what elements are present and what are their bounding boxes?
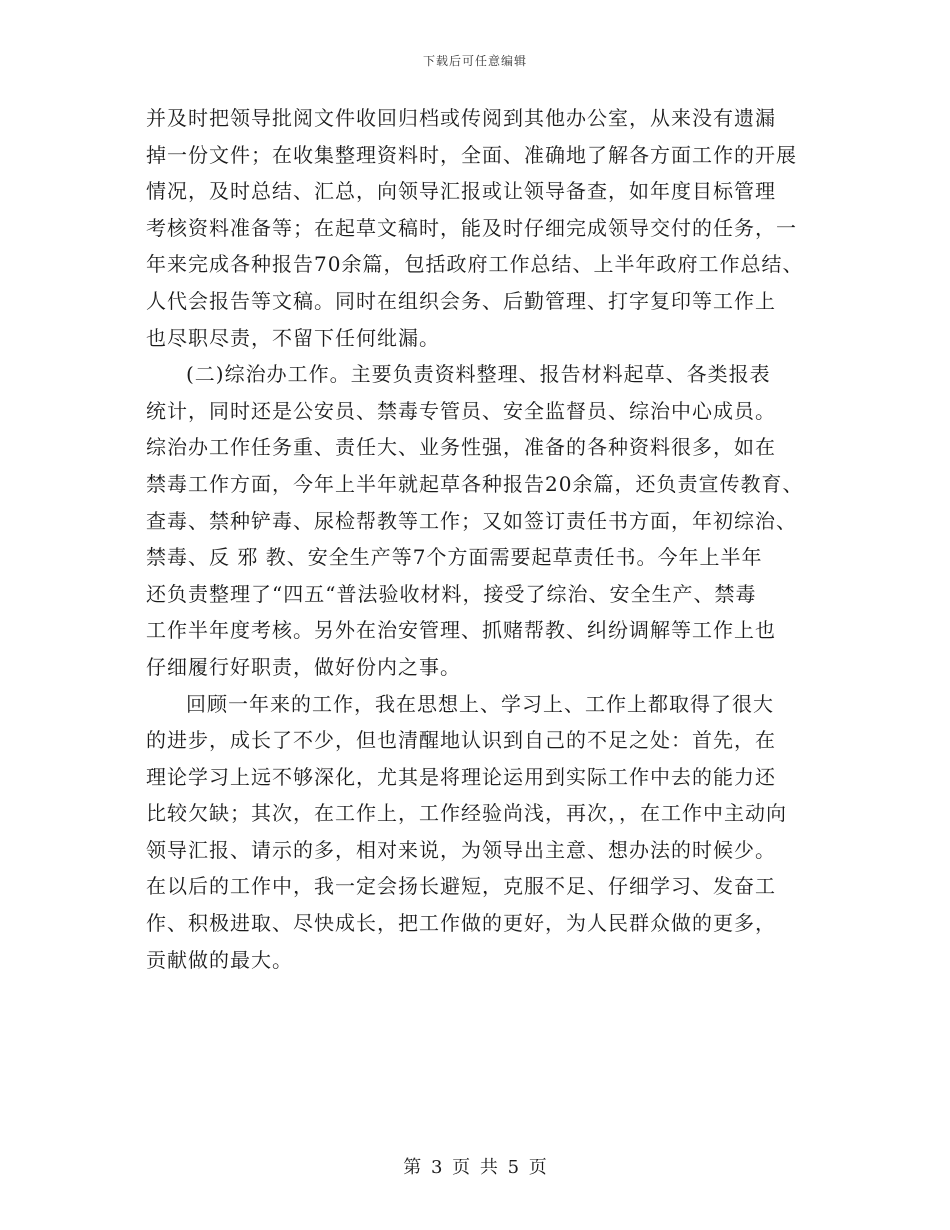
text-line: 统计，同时还是公安员、禁毒专管员、安全监督员、综治中心成员。 bbox=[146, 398, 776, 423]
text-line: 禁毒工作方面，今年上半年就起草各种报告20余篇，还负责宣传教育、 bbox=[146, 471, 804, 496]
text-line: 理论学习上远不够深化，尤其是将理论运用到实际工作中去的能力还 bbox=[146, 764, 776, 789]
text-line: 年来完成各种报告70余篇，包括政府工作总结、上半年政府工作总结、 bbox=[146, 252, 804, 277]
text-line: 综治办工作任务重、责任大、业务性强，准备的各种资料很多，如在 bbox=[146, 435, 776, 460]
paragraph-start-line: 回顾一年来的工作，我在思想上、学习上、工作上都取得了很大 bbox=[186, 691, 774, 716]
text-line: 领导汇报、请示的多，相对来说，为领导出主意、想办法的时候少。 bbox=[146, 837, 776, 862]
text-line: 贡献做的最大。 bbox=[146, 947, 293, 972]
text-line: 查毒、禁种铲毒、尿检帮教等工作；又如签订责任书方面，年初综治、 bbox=[146, 508, 797, 533]
page-number-footer: 第 3 页 共 5 页 bbox=[403, 1157, 547, 1178]
text-line: 还负责整理了“四五“普法验收材料，接受了综治、安全生产、禁毒 bbox=[146, 581, 757, 606]
text-line: 禁毒、反 邪 教、安全生产等7个方面需要起草责任书。今年上半年 bbox=[146, 545, 763, 570]
text-line: 作、积极进取、尽快成长，把工作做的更好，为人民群众做的更多， bbox=[146, 911, 776, 936]
page-header: 下载后可任意编辑 bbox=[422, 54, 527, 68]
text-line: 掉一份文件；在收集整理资料时，全面、准确地了解各方面工作的开展 bbox=[146, 142, 797, 167]
text-line: 人代会报告等文稿。同时在组织会务、后勤管理、打字复印等工作上 bbox=[146, 288, 776, 313]
text-line: 也尽职尽责，不留下任何纰漏。 bbox=[146, 325, 440, 350]
text-line: 工作半年度考核。另外在治安管理、抓赌帮教、纠纷调解等工作上也 bbox=[146, 618, 776, 643]
text-line: 情况，及时总结、汇总，向领导汇报或让领导备查，如年度目标管理 bbox=[146, 179, 776, 204]
text-line: 考核资料准备等；在起草文稿时，能及时仔细完成领导交付的任务，一 bbox=[146, 215, 797, 240]
text-line: 比较欠缺；其次，在工作上，工作经验尚浅，再次，，在工作中主动向 bbox=[146, 801, 787, 826]
text-line: 仔细履行好职责，做好份内之事。 bbox=[146, 654, 461, 679]
text-line: 的进步，成长了不少，但也清醒地认识到自己的不足之处：首先，在 bbox=[146, 728, 776, 753]
text-line: 并及时把领导批阅文件收回归档或传阅到其他办公室，从来没有遗漏 bbox=[146, 106, 776, 130]
paragraph-start-line: (二)综治办工作。主要负责资料整理、报告材料起草、各类报表 bbox=[186, 362, 771, 387]
text-line: 在以后的工作中，我一定会扬长避短，克服不足、仔细学习、发奋工 bbox=[146, 874, 776, 899]
document-body bbox=[146, 100, 826, 978]
